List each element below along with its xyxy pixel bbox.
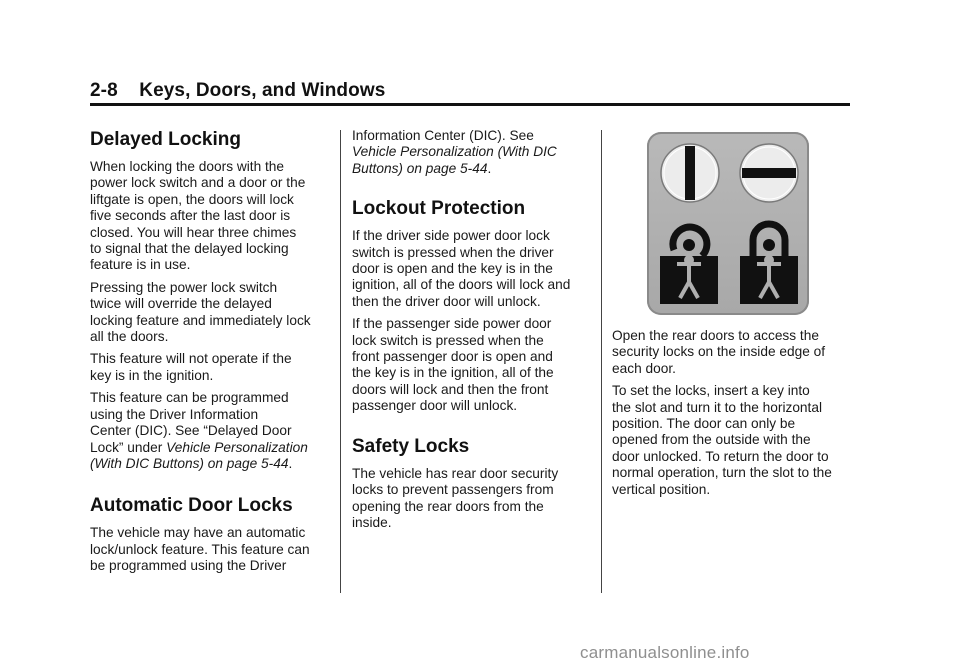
- column-divider-2: [601, 130, 602, 593]
- lockout-protection-paragraph-2: If the passenger side power door lock switch is pressed when the front passenger door is open and the key is in the ignition, all of the doors will lock and then the front passenger door will unlock.: [352, 316, 554, 414]
- column-3-paragraph-1: Open the rear doors to access the security locks on the inside edge of each door.: [612, 328, 826, 376]
- page-header-title: [90, 80, 850, 102]
- continued-end: .: [487, 160, 492, 176]
- continued-text: Information Center (DIC). See: [352, 128, 534, 143]
- page-number: 2-8: [90, 80, 118, 101]
- delayed-locking-p4-text: This feature can be programmed using the Driver Information Center (DIC). See “Delayed Door Lock” under: [90, 390, 292, 455]
- section-title: Keys, Doors, and Windows: [139, 80, 386, 101]
- safety-locks-paragraph: The vehicle has rear door security locks to prevent passengers from opening the rear doors from the inside.: [352, 465, 559, 530]
- child-lock-locked-icon: [660, 227, 718, 304]
- column-3: [612, 328, 857, 498]
- column-1: [90, 128, 330, 575]
- automatic-door-locks-paragraph: The vehicle may have an automatic lock/unlock feature. This feature can be programmed using the Driver: [90, 525, 310, 574]
- column-2: [352, 128, 588, 531]
- delayed-locking-paragraph-2: Pressing the power lock switch twice will override the delayed locking feature and immediately lock all the doors.: [90, 279, 311, 345]
- column-divider-1: [340, 130, 341, 593]
- lockout-protection-paragraph-1: If the driver side power door lock switch is pressed when the driver door is open and the key is in the ignition, all of the doors will lock and then the driver door will unlock.: [352, 228, 571, 309]
- vertical-slot-icon: [661, 144, 719, 202]
- watermark: carmanualsonline.info: [580, 643, 750, 662]
- child-lock-unlocked-icon: [740, 224, 798, 304]
- column-2-continued-paragraph: [352, 128, 588, 177]
- heading-safety-locks: Safety Locks: [352, 435, 470, 457]
- vehicle-personalization-reference: Vehicle Personalization (With DIC Buttons) on page 5-44: [90, 439, 308, 471]
- heading-automatic-door-locks: Automatic Door Locks: [90, 495, 293, 517]
- security-lock-illustration: [647, 132, 809, 315]
- heading-delayed-locking: Delayed Locking: [90, 129, 241, 150]
- column-3-paragraph-2: To set the locks, insert a key into the slot and turn it to the horizontal position. The door can only be opened from the outside with the door unlocked. To return the door to normal operation, turn the slot to the vertical position.: [612, 383, 832, 497]
- delayed-locking-paragraph-1: When locking the doors with the power lock switch and a door or the liftgate is open, the doors will lock five seconds after the last door is closed. You will hear three chimes to signal that the delayed locking feature is in use.: [90, 159, 306, 273]
- delayed-locking-paragraph-4: [90, 390, 330, 472]
- page-header: [90, 80, 850, 102]
- header-rule: [90, 103, 850, 106]
- heading-lockout-protection: Lockout Protection: [352, 198, 526, 220]
- delayed-locking-paragraph-3: This feature will not operate if the key is in the ignition.: [90, 351, 292, 383]
- delayed-locking-p4-end: .: [288, 455, 293, 471]
- horizontal-slot-icon: [740, 144, 798, 202]
- continued-reference: Vehicle Personalization (With DIC Buttons) on page 5-44: [352, 144, 557, 176]
